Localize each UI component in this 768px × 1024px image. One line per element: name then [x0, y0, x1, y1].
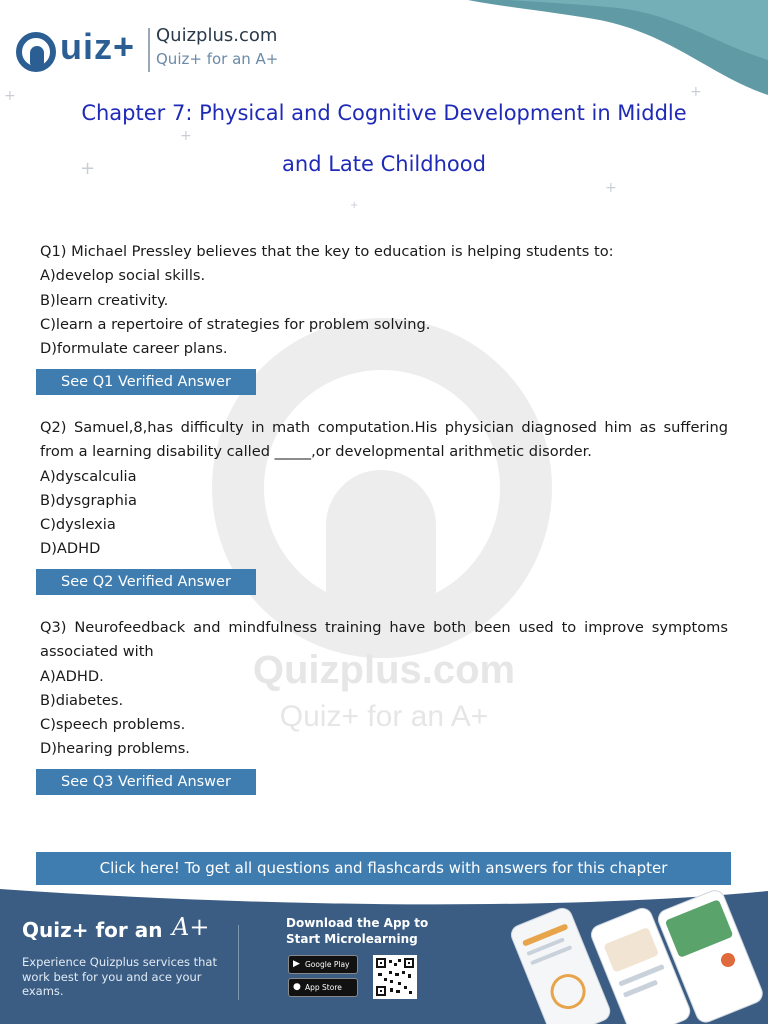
chapter-title-line2: and Late Childhood — [282, 152, 486, 176]
watermark-site: Quizplus.com — [252, 648, 516, 692]
question-text: Q1) Michael Pressley believes that the key to education is helping students to: — [40, 243, 614, 260]
chapter-title — [40, 88, 728, 190]
option-a: A)ADHD. — [40, 667, 104, 685]
get-all-questions-link[interactable]: Click here! To get all questions and flashcards with answers for this chapter — [36, 852, 731, 885]
see-q3-answer-button[interactable]: See Q3 Verified Answer — [36, 769, 256, 795]
plus-decoration: + — [350, 200, 359, 211]
footer-divider — [238, 925, 239, 1000]
download-app-heading: Download the App to Start Microlearning — [286, 916, 429, 946]
option-b: B)diabetes. — [40, 691, 124, 709]
option-a: A)develop social skills. — [40, 267, 206, 285]
plus-decoration: + — [690, 84, 702, 100]
option-d: D)hearing problems. — [40, 740, 190, 758]
option-c: C)learn a repertoire of strategies for problem solving. — [40, 315, 431, 333]
logo-tagline: Quiz+ for an A+ — [156, 50, 279, 68]
phone-screens-illustration — [508, 890, 768, 1024]
plus-decoration: + — [4, 88, 16, 104]
app-promo-banner — [0, 885, 768, 1024]
quizplus-logo[interactable] — [16, 22, 316, 78]
see-q2-answer-button[interactable]: See Q2 Verified Answer — [36, 569, 256, 595]
question-text: Q2) Samuel,8,has difficulty in math computation.His physician diagnosed him as suffering from a learning disability called _____,or developmental arithmetic disorder. — [40, 419, 728, 461]
question-text: Q3) Neurofeedback and mindfulness training have both been used to improve symptoms associated with — [40, 619, 728, 661]
logo-site-name: Quizplus.com — [156, 25, 278, 46]
qr-code-icon[interactable] — [373, 955, 417, 999]
plus-decoration: + — [80, 158, 96, 179]
app-store-label: App Store — [305, 983, 342, 992]
plus-decoration: + — [180, 128, 192, 144]
play-store-icon: ▶ — [293, 959, 300, 969]
option-a: A)dyscalculia — [40, 467, 137, 485]
question-2 — [40, 416, 728, 562]
option-c: C)speech problems. — [40, 716, 186, 734]
footer-title-accent: A+ — [172, 913, 210, 941]
option-d: D)ADHD — [40, 540, 101, 558]
corner-wave-decoration — [468, 0, 768, 95]
google-play-button[interactable] — [288, 955, 358, 974]
chapter-title-line1: Chapter 7: Physical and Cognitive Development in Middle — [81, 101, 687, 125]
option-d: D)formulate career plans. — [40, 340, 228, 358]
question-3 — [40, 616, 728, 762]
apple-icon: ● — [293, 982, 301, 992]
footer-title: Quiz+ for an — [22, 918, 163, 942]
option-b: B)dysgraphia — [40, 491, 137, 509]
option-c: C)dyslexia — [40, 516, 116, 534]
logo-wordmark: uiz+ — [60, 26, 136, 67]
app-store-button[interactable] — [288, 978, 358, 997]
watermark-tagline: Quiz+ for an A+ — [279, 700, 489, 733]
logo-divider — [148, 28, 150, 72]
see-q1-answer-button[interactable]: See Q1 Verified Answer — [36, 369, 256, 395]
question-1 — [40, 240, 728, 361]
google-play-label: Google Play — [305, 960, 350, 969]
option-b: B)learn creativity. — [40, 291, 169, 309]
plus-decoration: + — [605, 180, 617, 196]
footer-description: Experience Quizplus services that work best for you and ace your exams. — [22, 955, 217, 998]
logo-person-icon — [30, 46, 44, 66]
